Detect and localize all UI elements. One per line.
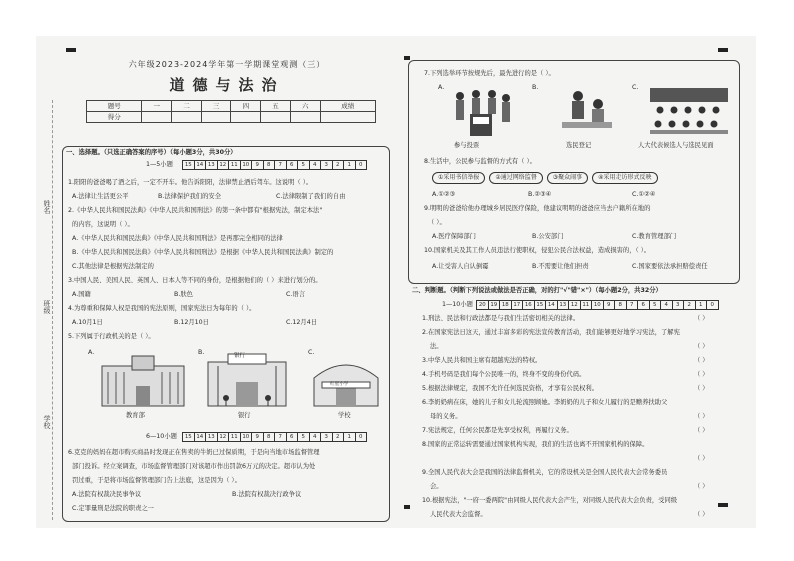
grid-cell: 16 bbox=[523, 301, 535, 309]
q2-option-a: A.《中华人民共和国民法典》《中华人民共和国刑法》是再那完全相同的法律 bbox=[72, 235, 283, 242]
grid-cell: 7 bbox=[627, 301, 639, 309]
q6-stem-cont: 部门投诉。经立案调查，市场监督管理部门对该超市作出罚款6万元的决定。超市认为处 bbox=[72, 463, 316, 470]
answer-blank: （ ） bbox=[694, 385, 709, 392]
grid-cell: 13 bbox=[206, 433, 218, 441]
q2-stem: 2.《中华人民共和国民法典》《中华人民共和国刑法》的第一条中都有"根据宪法，制定本法" bbox=[68, 207, 323, 214]
answer-blank: （ ） bbox=[694, 427, 709, 434]
q5-pic-a-label: A. bbox=[88, 349, 95, 356]
q6-stem-cont: 罚过重，于是将市场监督管理部门告上法庭，这是因为（ ）。 bbox=[72, 477, 241, 484]
q4-option-b: B.12月10日 bbox=[174, 319, 209, 326]
grid-cell: 11 bbox=[229, 433, 241, 441]
q5-pic-bank-building bbox=[202, 352, 292, 408]
q6-option-b: B.法院有权裁决行政争议 bbox=[232, 491, 302, 498]
grid-cell: 6 bbox=[287, 433, 299, 441]
q8-statement: ①采用书信举报 bbox=[432, 172, 485, 184]
q1-stem: 1.阳阳的爸爸喝了酒之后，一定不开车。他告诉阳阳，法律禁止酒后驾车。这说明（ ）。 bbox=[68, 179, 313, 186]
q1-option-b: B.法律保护我们的安全 bbox=[158, 193, 221, 200]
answer-blank: （ ） bbox=[694, 413, 709, 420]
judge-1: 1.刑法、民法和行政法都是与我们生活密切相关的法律。 bbox=[422, 315, 580, 322]
q8-statement: ③聚众闹事 bbox=[547, 172, 588, 184]
grid2-label: 6—10小题 bbox=[146, 433, 177, 440]
grid-cell: 5 bbox=[650, 301, 662, 309]
q7-caption-c: 人大代表候选人与选民见面 bbox=[638, 142, 714, 149]
grid-cell: 10 bbox=[241, 433, 253, 441]
grid-cell: 3 bbox=[321, 161, 333, 169]
section2-grid-label: 1—10小题 bbox=[442, 301, 473, 308]
exam-title: 六年级2023-2024学年第一学期课堂观测（三） bbox=[128, 60, 326, 69]
grid-cell: 17 bbox=[512, 301, 524, 309]
grid-cell: 0 bbox=[359, 434, 363, 440]
q9-stem-cont: （ ）。 bbox=[428, 219, 446, 226]
q6-stem: 6.克克的妈妈在超市购买商品时发现正在售卖的牛奶已过保质期，于是向当地市场监督管理 bbox=[68, 449, 320, 456]
answer-blank: （ ） bbox=[694, 357, 709, 364]
q6-option-a: A.法院有权裁决民事争议 bbox=[72, 491, 142, 498]
grid-cell: 13 bbox=[558, 301, 570, 309]
score-row-label: 得分 bbox=[87, 112, 142, 123]
q5-caption-a: 教育部 bbox=[126, 412, 145, 419]
grid-cell: 4 bbox=[310, 433, 322, 441]
q3-stem: 3.中国人民、美国人民、英国人、日本人等不同的身份，是根据他们的（ ）来进行划分的。 bbox=[68, 277, 322, 284]
answer-blank: （ ） bbox=[694, 371, 709, 378]
q7-pic-voting bbox=[446, 86, 518, 138]
grid-cell: 19 bbox=[489, 301, 501, 309]
judge-6-cont: 母的义务。 bbox=[430, 413, 462, 420]
q5-stem: 5.下列属于行政机关的是（ ）。 bbox=[68, 333, 155, 340]
grid-cell: 3 bbox=[321, 433, 333, 441]
q10-option-b: B.不需要让他们担责 bbox=[532, 263, 589, 270]
grid-cell: 15 bbox=[535, 301, 547, 309]
q9-option-a: A.医疗保障部门 bbox=[432, 233, 476, 240]
side-label-class: 班级 bbox=[43, 300, 51, 314]
grid-cell: 1 bbox=[344, 161, 356, 169]
side-label-name: 姓名 bbox=[43, 200, 51, 214]
subject-title: 道德与法治 bbox=[169, 76, 285, 94]
grid-cell: 12 bbox=[218, 161, 230, 169]
bank-sign: 银行 bbox=[234, 353, 246, 359]
grid-cell: 8 bbox=[264, 161, 276, 169]
q7-pic-meeting bbox=[644, 86, 734, 138]
q10-option-c: C.国家要依法承担赔偿责任 bbox=[632, 263, 708, 270]
q3-option-b: B.肤色 bbox=[174, 291, 193, 298]
grid-cell: 1 bbox=[344, 433, 356, 441]
q8-option-b: B.②③④ bbox=[528, 191, 552, 198]
answer-blank: （ ） bbox=[694, 315, 709, 322]
grid-cell: 2 bbox=[333, 433, 345, 441]
judge-9-cont: 会。 bbox=[430, 483, 443, 490]
answer-blank: （ ） bbox=[694, 483, 709, 490]
score-cell bbox=[201, 112, 231, 123]
q5-caption-c: 学校 bbox=[338, 412, 351, 419]
grid-cell: 15 bbox=[183, 433, 195, 441]
answer-blank: （ ） bbox=[694, 511, 709, 518]
grid-cell: 8 bbox=[615, 301, 627, 309]
q8-stem: 8.生活中，公民参与监督的方式有（ ）。 bbox=[424, 158, 536, 165]
grid-cell: 14 bbox=[195, 161, 207, 169]
q2-option-b: B.《中华人民共和国民法典》《中华人民共和国刑法》是根据《中华人民共和国民法典》制定的 bbox=[72, 249, 334, 256]
judge-2-cont: 法。 bbox=[430, 343, 443, 350]
right-page bbox=[408, 60, 744, 520]
grid-cell: 2 bbox=[684, 301, 696, 309]
q7-pic-registration bbox=[558, 86, 614, 138]
q2-option-c: C.其他法律是根据宪法制定的 bbox=[72, 263, 154, 270]
grid1-label: 1—5小题 bbox=[146, 161, 173, 168]
registration-mark bbox=[718, 48, 728, 52]
score-grid-2 bbox=[182, 432, 367, 442]
q3-option-a: A.国籍 bbox=[72, 291, 91, 298]
grid-cell: 5 bbox=[298, 433, 310, 441]
score-cell bbox=[320, 112, 375, 123]
score-grid-3 bbox=[476, 300, 719, 310]
grid-cell: 7 bbox=[275, 433, 287, 441]
score-grid-1 bbox=[182, 160, 367, 170]
grid-cell: 2 bbox=[333, 161, 345, 169]
q4-stem: 4.为尊重和保障人权是我国的宪法原则，国家宪法日为每年的（ ）。 bbox=[68, 305, 256, 312]
section2-title: 二、判断题。（判断下列说法或做法是否正确，对的打"√"错"×"）（每小题2分，共32分） bbox=[412, 287, 662, 294]
left-page bbox=[62, 60, 392, 520]
score-cell bbox=[142, 112, 172, 123]
grid-cell: 9 bbox=[252, 433, 264, 441]
grid-cell: 0 bbox=[710, 302, 714, 308]
q7-stem: 7.下列选举环节按规先后，最先进行的是（ ）。 bbox=[424, 70, 555, 77]
score-cell bbox=[261, 112, 291, 123]
q7-caption-b: 选民登记 bbox=[566, 142, 592, 149]
q5-pic-ministry-building bbox=[98, 352, 188, 408]
score-header-cell: 六 bbox=[290, 101, 320, 112]
q5-pic-b-label: B. bbox=[198, 349, 205, 356]
q10-stem: 10.国家机关及其工作人员违法行使职权，侵犯公民合法权益，造成损害的，（ ）。 bbox=[424, 247, 651, 254]
q7-caption-a: 参与投票 bbox=[454, 142, 480, 149]
q9-option-b: B.公安部门 bbox=[532, 233, 564, 240]
q7-pic-c-label: C. bbox=[632, 84, 639, 91]
judge-4: 4.手机号码是我们每个公民唯一的，终身不变的身份代码。 bbox=[422, 371, 586, 378]
grid-cell: 7 bbox=[275, 161, 287, 169]
grid-cell: 4 bbox=[661, 301, 673, 309]
grid-cell: 9 bbox=[604, 301, 616, 309]
score-header-cell: 四 bbox=[231, 101, 261, 112]
answer-blank: （ ） bbox=[694, 455, 709, 462]
grid-cell: 8 bbox=[264, 433, 276, 441]
q10-option-a: A.让受害人自认倒霉 bbox=[432, 263, 489, 270]
judge-6: 6.李奶奶病在床，她的儿子和女儿轮流照顾她。李奶奶的儿子和女儿履行的是赡养扶助父 bbox=[422, 399, 668, 406]
q5-pic-school-building bbox=[308, 352, 384, 408]
grid-cell: 15 bbox=[183, 161, 195, 169]
grid-cell: 0 bbox=[359, 162, 363, 168]
judge-10-cont: 人民代表大会监督。 bbox=[430, 511, 487, 518]
side-label-school: 学校 bbox=[43, 415, 51, 429]
q1-option-a: A.法律让生活更公平 bbox=[72, 193, 129, 200]
grid-cell: 14 bbox=[195, 433, 207, 441]
grid-cell: 12 bbox=[218, 433, 230, 441]
judge-7: 7.宪法规定，任何公民都是先享受权利，再履行义务。 bbox=[422, 427, 573, 434]
grid-cell: 13 bbox=[206, 161, 218, 169]
score-header-cell: 题号 bbox=[87, 101, 142, 112]
q8-statement: ②通过网络监督 bbox=[489, 172, 542, 184]
q8-statement: ④采用走访形式反映 bbox=[592, 172, 657, 184]
q4-option-c: C.12月4日 bbox=[286, 319, 318, 326]
q9-option-c: C.教育管理部门 bbox=[632, 233, 677, 240]
judge-5: 5.根据法律规定，我国不允许任何选民资格，才享有公民权利。 bbox=[422, 385, 599, 392]
judge-10: 10.根据宪法，"一府一委两院"由同级人民代表大会产生，对同级人民代表大会负责，受同级 bbox=[422, 497, 678, 504]
score-header-cell: 五 bbox=[261, 101, 291, 112]
q7-pic-b-label: B. bbox=[532, 84, 539, 91]
q7-pic-a-label: A. bbox=[438, 84, 445, 91]
q6-option-c: C.定罪量刑是法院的职责之一 bbox=[72, 505, 154, 512]
grid-cell: 6 bbox=[638, 301, 650, 309]
score-header-cell: 三 bbox=[201, 101, 231, 112]
q8-option-a: A.①②③ bbox=[432, 191, 456, 198]
score-table bbox=[86, 100, 376, 123]
q1-option-c: C.法律限制了我们的自由 bbox=[276, 193, 346, 200]
binding-line bbox=[52, 100, 53, 520]
grid-cell: 20 bbox=[477, 301, 489, 309]
q5-caption-b: 银行 bbox=[238, 412, 251, 419]
q3-option-c: C.语言 bbox=[286, 291, 305, 298]
q8-option-c: C.①②④ bbox=[632, 191, 656, 198]
q2-stem-cont: 的内容，这说明（ ）。 bbox=[72, 221, 134, 228]
judge-8: 8.国家的正常运转需要通过国家机构实现，我们的生活也离不开国家机构的保障。 bbox=[422, 441, 649, 448]
grid-cell: 5 bbox=[298, 161, 310, 169]
score-header-cell: 二 bbox=[172, 101, 202, 112]
grid-cell: 3 bbox=[673, 301, 685, 309]
q9-stem: 9.明明的爸爸给他办理城乡居民医疗保险，他建议明明的爸爸应当去户籍所在地的 bbox=[424, 205, 651, 212]
score-cell bbox=[290, 112, 320, 123]
q4-option-a: A.10月1日 bbox=[72, 319, 103, 326]
grid-cell: 10 bbox=[241, 161, 253, 169]
grid-cell: 1 bbox=[696, 301, 708, 309]
answer-blank: （ ） bbox=[694, 343, 709, 350]
section1-title: 一、选择题。（只选正确答案的序号）（每小题3分，共30分） bbox=[66, 149, 237, 156]
q8-option-list bbox=[432, 172, 658, 184]
grid-cell: 11 bbox=[581, 301, 593, 309]
registration-mark bbox=[66, 48, 76, 52]
score-header-cell: 成绩 bbox=[320, 101, 375, 112]
score-header-cell: 一 bbox=[142, 101, 172, 112]
grid-cell: 18 bbox=[500, 301, 512, 309]
score-cell bbox=[231, 112, 261, 123]
score-cell bbox=[172, 112, 202, 123]
grid-cell: 12 bbox=[569, 301, 581, 309]
judge-2: 2.在国家宪法日这天，通过丰富多彩的宪法宣传教育活动，我们能够更好地学习宪法，了解宪 bbox=[422, 329, 680, 336]
school-sign: 红星小学 bbox=[330, 382, 349, 387]
q5-pic-c-label: C. bbox=[308, 349, 315, 356]
grid-cell: 14 bbox=[546, 301, 558, 309]
grid-cell: 6 bbox=[287, 161, 299, 169]
grid-cell: 4 bbox=[310, 161, 322, 169]
grid-cell: 11 bbox=[229, 161, 241, 169]
judge-9: 9.全国人民代表大会是我国的法律监督机关，它的常设机关是全国人民代表大会常务委员 bbox=[422, 469, 668, 476]
grid-cell: 9 bbox=[252, 161, 264, 169]
grid-cell: 10 bbox=[592, 301, 604, 309]
judge-3: 3.中华人民共和国主席有超越宪法的特权。 bbox=[422, 357, 542, 364]
